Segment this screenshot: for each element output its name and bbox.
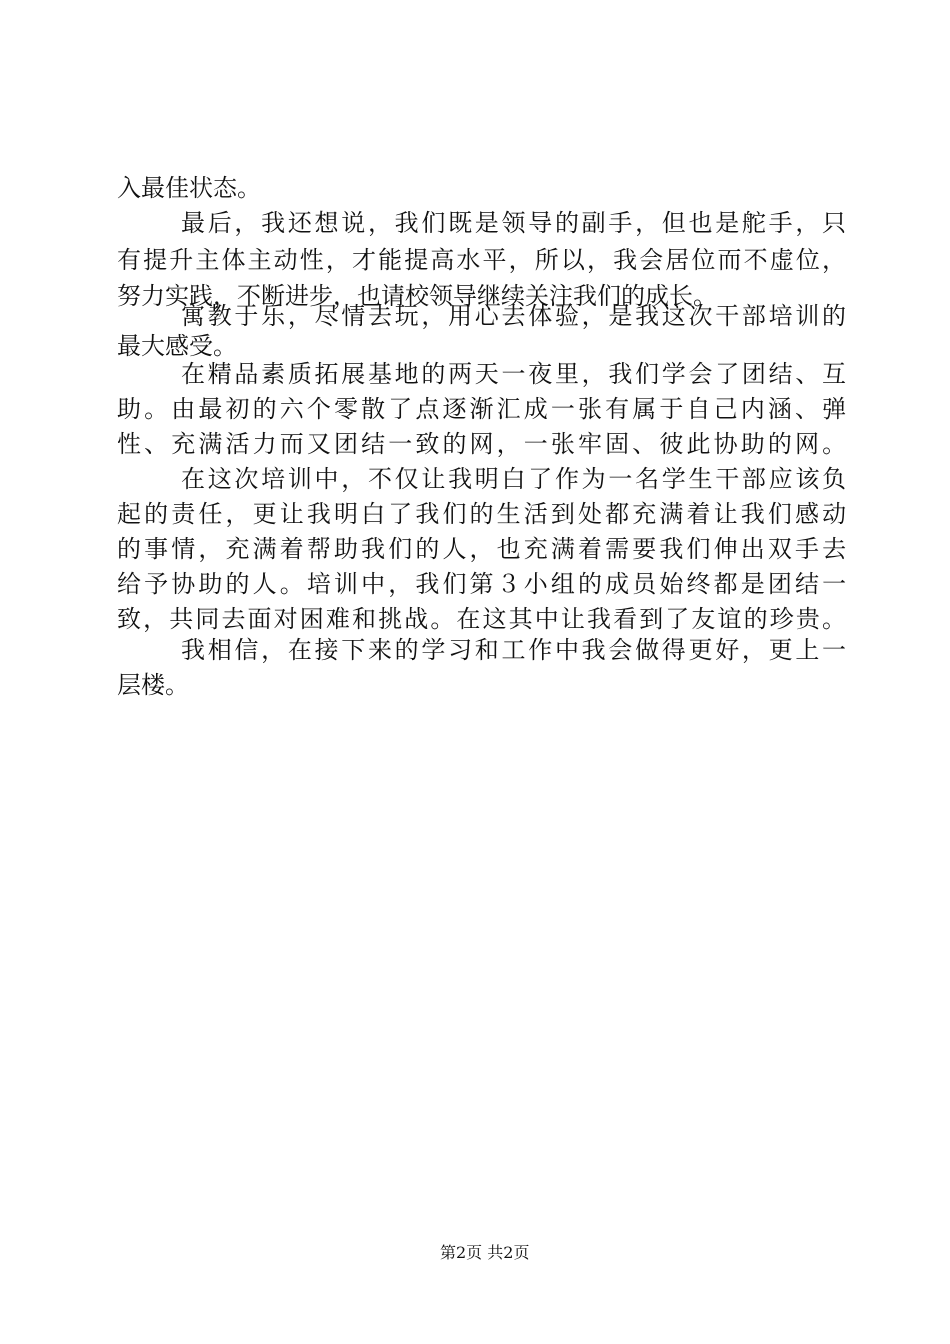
text-line-content: 入最佳状态。: [117, 174, 261, 202]
text-line-content: 在精品素质拓展基地的两天一夜里，我们学会了团结、互: [181, 360, 849, 388]
text-line: [0, 428, 950, 460]
text-line-content: 致，共同去面对困难和挑战。在这其中让我看到了友谊的珍贵。: [117, 605, 849, 633]
text-line-content: 寓教于乐，尽情去玩，用心去体验，是我这次干部培训的: [181, 302, 849, 330]
text-line: [0, 244, 950, 276]
page-number-label: 第2页 共2页: [440, 1243, 530, 1262]
text-line-content: 有提升主体主动性，才能提高水平，所以，我会居位而不虚位，: [117, 246, 849, 274]
text-line: [0, 498, 950, 530]
text-line: [0, 533, 950, 565]
page-footer: [0, 1242, 950, 1264]
text-line: [0, 300, 950, 332]
text-line-content: 性、充满活力而又团结一致的网，一张牢固、彼此协助的网。: [117, 430, 850, 458]
text-line: [0, 358, 950, 390]
text-line: [0, 393, 950, 425]
text-line-content: 我相信，在接下来的学习和工作中我会做得更好，更上一: [181, 636, 849, 664]
text-line-content: 层楼。: [117, 671, 189, 699]
text-line-content: 在这次培训中，不仅让我明白了作为一名学生干部应该负: [181, 465, 849, 493]
text-line: [0, 568, 950, 600]
text-line: [0, 634, 950, 666]
text-line: [0, 669, 950, 701]
text-line-content: 努力实践，不断进步，也请校领导继续关注我们的成长。: [117, 282, 717, 310]
text-line: [0, 207, 950, 239]
text-line-content: 给予协助的人。培训中，我们第３小组的成员始终都是团结一: [117, 570, 850, 598]
text-line: [0, 463, 950, 495]
text-line-content: 助。由最初的六个零散了点逐渐汇成一张有属于自己内涵、弹: [117, 395, 850, 423]
text-line: [0, 603, 950, 635]
text-line-content: 最大感受。: [117, 332, 237, 360]
text-line: [0, 172, 950, 204]
text-line-content: 的事情，充满着帮助我们的人，也充满着需要我们伸出双手去: [117, 535, 850, 563]
text-line-content: 起的责任，更让我明白了我们的生活到处都充满着让我们感动: [117, 500, 850, 528]
text-line-content: 最后，我还想说，我们既是领导的副手，但也是舵手，只: [181, 209, 849, 237]
